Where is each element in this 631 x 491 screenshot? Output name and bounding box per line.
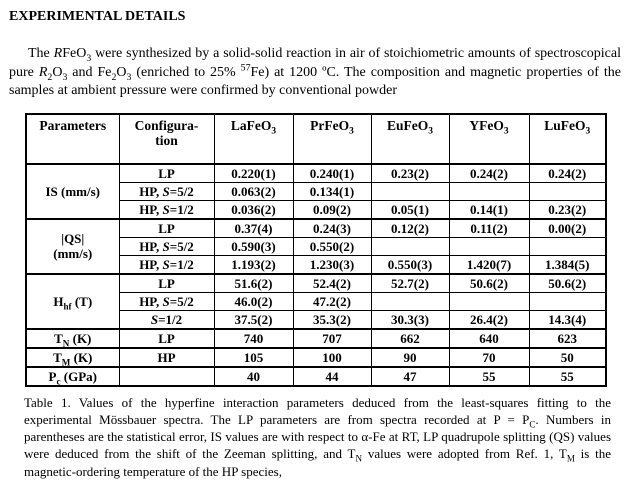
config-cell: HP, S=5/2 (119, 237, 214, 255)
value-cell: 0.37(4) (214, 219, 293, 238)
value-cell: 740 (214, 329, 293, 348)
value-cell: 30.3(3) (371, 310, 449, 329)
value-cell (529, 237, 606, 255)
value-cell: 1.230(3) (293, 255, 371, 274)
param-cell-hhf: $H_{hf}$ (T) (26, 274, 119, 329)
value-cell: 55 (529, 367, 606, 386)
value-cell (449, 237, 529, 255)
value-cell: 50 (529, 348, 606, 367)
value-cell: 105 (214, 348, 293, 367)
value-cell: 35.3(2) (293, 310, 371, 329)
table-row (26, 274, 606, 293)
config-cell: HP, S=5/2 (119, 292, 214, 310)
value-cell: 0.220(1) (214, 164, 293, 183)
value-cell: 0.14(1) (449, 200, 529, 219)
column-header-parameters: Parameters (26, 114, 119, 164)
value-cell: 0.550(2) (293, 237, 371, 255)
value-cell: 0.24(3) (293, 219, 371, 238)
value-cell: 707 (293, 329, 371, 348)
value-cell: 662 (371, 329, 449, 348)
value-cell (529, 182, 606, 200)
table-row (26, 329, 606, 348)
param-cell-tn: $T_N$ (K) (26, 329, 119, 348)
value-cell: 50.6(2) (449, 274, 529, 293)
value-cell (371, 292, 449, 310)
value-cell: 0.550(3) (371, 255, 449, 274)
config-cell (119, 367, 214, 386)
value-cell (529, 292, 606, 310)
value-cell: 640 (449, 329, 529, 348)
value-cell: 55 (449, 367, 529, 386)
table-row (26, 164, 606, 183)
value-cell: 1.384(5) (529, 255, 606, 274)
config-cell: LP (119, 274, 214, 293)
config-cell: LP (119, 219, 214, 238)
value-cell: 46.0(2) (214, 292, 293, 310)
value-cell (449, 292, 529, 310)
value-cell: 51.6(2) (214, 274, 293, 293)
value-cell: 50.6(2) (529, 274, 606, 293)
param-cell-tm: $T_M$ (K) (26, 348, 119, 367)
value-cell (371, 237, 449, 255)
value-cell: 47.2(2) (293, 292, 371, 310)
value-cell: 623 (529, 329, 606, 348)
value-cell: 14.3(4) (529, 310, 606, 329)
table-row (26, 367, 606, 386)
param-cell-is: IS (mm/s) (26, 164, 119, 219)
value-cell (449, 182, 529, 200)
value-cell (371, 182, 449, 200)
value-cell: 100 (293, 348, 371, 367)
hyperfine-parameters-table (25, 113, 607, 387)
value-cell: 0.12(2) (371, 219, 449, 238)
config-cell: S=1/2 (119, 310, 214, 329)
value-cell: 0.134(1) (293, 182, 371, 200)
value-cell: 0.09(2) (293, 200, 371, 219)
config-cell: HP, S=1/2 (119, 200, 214, 219)
value-cell: 26.4(2) (449, 310, 529, 329)
param-cell-qs: |QS| (mm/s) (26, 219, 119, 274)
config-cell: LP (119, 329, 214, 348)
value-cell: 44 (293, 367, 371, 386)
column-header-lufeo3: LuFeO$_3$ (529, 114, 606, 164)
section-title: EXPERIMENTAL DETAILS (9, 9, 186, 24)
value-cell: 52.7(2) (371, 274, 449, 293)
value-cell: 37.5(2) (214, 310, 293, 329)
value-cell: 0.590(3) (214, 237, 293, 255)
body-paragraph: The RFeO$_3$ were synthesized by a solid-solid reaction in air of stoichiometric amounts of spectroscopical pure $R_2O_3$ and $Fe_2O_3$ (enriched to 25% $^{57}$Fe) at 1200 ºC. The composition and magnetic properties of the samples at ambient pressure were confirmed by conventional powder (9, 46, 621, 98)
column-header-yfeo3: YFeO$_3$ (449, 114, 529, 164)
value-cell: 47 (371, 367, 449, 386)
value-cell: 0.11(2) (449, 219, 529, 238)
config-cell: HP, S=5/2 (119, 182, 214, 200)
value-cell: 0.23(2) (371, 164, 449, 183)
table-caption: Table 1. Values of the hyperfine interaction parameters deduced from the least-squares fitting to the experimental Mössbauer spectra. The LP parameters are from spectra recorded at $P = P_C$. Numbers in parentheses are the statistical error, IS values are with respect to α-Fe at RT, LP quadrupole splitting (QS) values were deduced from the shift of the Zeeman splitting, and $T_N$ values were adopted from Ref. 1, $T_M$ is the magnetic-ordering temperature of the HP species, (24, 394, 612, 479)
value-cell: 90 (371, 348, 449, 367)
column-header-lafeo3: LaFeO$_3$ (214, 114, 293, 164)
config-cell: HP (119, 348, 214, 367)
value-cell: 0.24(2) (529, 164, 606, 183)
column-header-configuration: Configura- tion (119, 114, 214, 164)
value-cell: 1.420(7) (449, 255, 529, 274)
value-cell: 52.4(2) (293, 274, 371, 293)
config-cell: LP (119, 164, 214, 183)
value-cell: 0.23(2) (529, 200, 606, 219)
column-header-prfeo3: PrFeO$_3$ (293, 114, 371, 164)
config-cell: HP, S=1/2 (119, 255, 214, 274)
value-cell: 0.036(2) (214, 200, 293, 219)
value-cell: 0.05(1) (371, 200, 449, 219)
value-cell: 0.063(2) (214, 182, 293, 200)
param-cell-pc: $P_c$ (GPa) (26, 367, 119, 386)
value-cell: 0.24(2) (449, 164, 529, 183)
value-cell: 40 (214, 367, 293, 386)
value-cell: 70 (449, 348, 529, 367)
table-row (26, 348, 606, 367)
value-cell: 0.00(2) (529, 219, 606, 238)
table-header-row (26, 114, 606, 164)
value-cell: 0.240(1) (293, 164, 371, 183)
value-cell: 1.193(2) (214, 255, 293, 274)
table-row (26, 219, 606, 238)
column-header-eufeo3: EuFeO$_3$ (371, 114, 449, 164)
